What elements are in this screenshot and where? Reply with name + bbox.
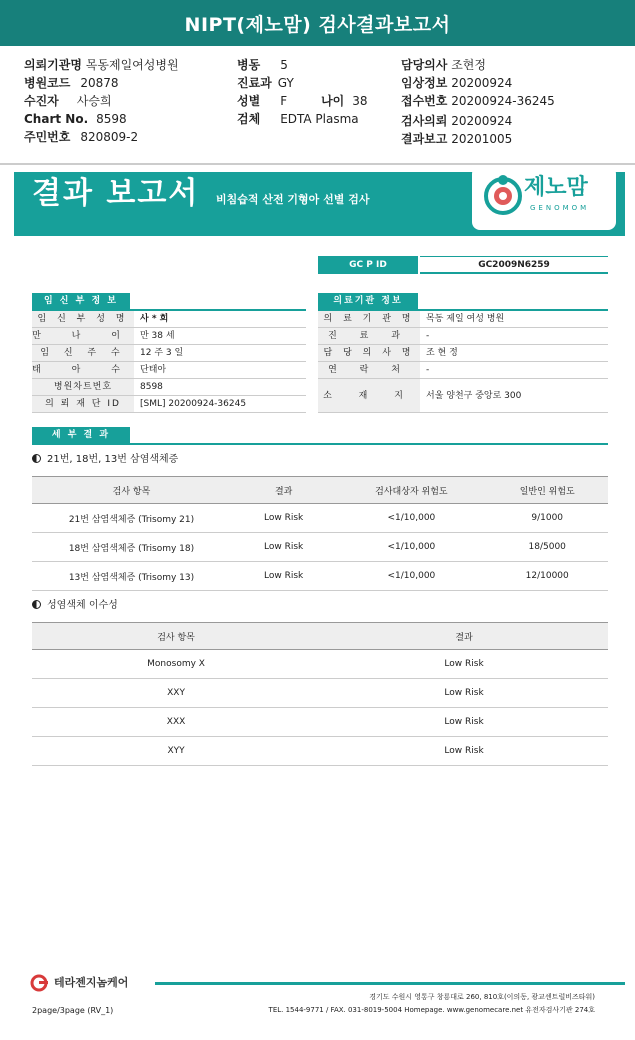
field-label: 의 료 기 관 명	[318, 311, 420, 328]
label: 결과보고	[401, 132, 448, 146]
table-row	[32, 504, 608, 533]
footer-line	[155, 982, 625, 985]
label: 검사의뢰	[401, 114, 448, 128]
address-text: 경기도 수원시 영통구 창룡대로 260, 810호(이의동, 광교센트럴비즈타워)	[369, 993, 595, 1001]
cell: <1/10,000	[336, 504, 486, 533]
value: 20200924	[451, 114, 513, 128]
cell: 9/1000	[486, 504, 608, 533]
table-row	[32, 533, 608, 562]
patient-section-title: 임 신 부 정 보	[32, 293, 130, 309]
field-label: 태 아 수	[32, 362, 134, 379]
age-value: 38	[352, 94, 368, 108]
column-header: 일반인 위험도	[486, 477, 608, 504]
value: 820809-2	[80, 130, 139, 144]
banner-subtitle: 비침습적 산전 기형아 선별 검사	[216, 193, 370, 206]
label: 주민번호	[24, 130, 71, 144]
cell: XXX	[32, 708, 320, 737]
label: 담당의사	[401, 58, 448, 72]
patient-row	[32, 311, 306, 328]
cell: Low Risk	[231, 504, 336, 533]
value: 20878	[80, 76, 119, 90]
sex-chrom-table	[32, 622, 608, 766]
label: 병원코드	[24, 76, 71, 90]
cell: 13번 삼염색체증 (Trisomy 13)	[32, 562, 231, 591]
field-label: 연 락 처	[318, 362, 420, 379]
table-row	[32, 650, 608, 679]
patient-info-table	[32, 311, 306, 413]
hospital-section-title: 의료기관 정보	[318, 293, 418, 309]
value: 목동제일여성병원	[85, 58, 179, 72]
label: 진료과	[237, 76, 272, 90]
cell: <1/10,000	[336, 562, 486, 591]
field-value: 단태아	[134, 362, 306, 379]
page-number: 2page/3page (RV_1)	[32, 1006, 114, 1015]
hospital-row	[318, 345, 608, 362]
cell: Low Risk	[320, 650, 608, 679]
field-label: 의 뢰 재 단 ID	[32, 396, 134, 413]
trisomy-title-text: 21번, 18번, 13번 삼염색체증	[47, 454, 179, 465]
label: 임상정보	[401, 76, 448, 90]
field-value: 사 * 희	[134, 311, 306, 328]
field-label: 병원차트번호	[32, 379, 134, 396]
patient-row	[32, 396, 306, 413]
value: 20201005	[451, 132, 513, 146]
cell: Low Risk	[231, 562, 336, 591]
label: 병동	[237, 58, 261, 72]
header-col2	[237, 56, 368, 128]
column-header: 결과	[231, 477, 336, 504]
value: 사승희	[76, 94, 112, 108]
field-label: 진 료 과	[318, 328, 420, 345]
cell: Low Risk	[320, 679, 608, 708]
value: GY	[277, 76, 294, 90]
value: F	[280, 94, 288, 108]
company-logo-icon	[30, 974, 50, 992]
table-header-row	[32, 623, 608, 650]
field-value: 조 현 정	[420, 345, 608, 362]
label: 접수번호	[401, 94, 448, 108]
value: EDTA Plasma	[280, 112, 359, 126]
field-value: 12 주 3 일	[134, 345, 306, 362]
value: 20200924-36245	[451, 94, 555, 108]
banner-title: 결과 보고서	[32, 176, 200, 211]
sex-chrom-title-text: 성염색체 이수성	[47, 600, 118, 611]
field-label: 임 신 주 수	[32, 345, 134, 362]
value: 20200924	[451, 76, 513, 90]
column-header: 결과	[320, 623, 608, 650]
label: 의뢰기관명	[24, 58, 82, 72]
table-header-row	[32, 477, 608, 504]
genomom-logo-icon	[484, 174, 522, 216]
table-row	[32, 737, 608, 766]
field-value: 8598	[134, 379, 306, 396]
value: 조현정	[451, 58, 486, 72]
label: 수진자	[24, 94, 59, 108]
cell: Monosomy X	[32, 650, 320, 679]
divider	[0, 163, 635, 165]
field-value: 만 38 세	[134, 328, 306, 345]
cell: XYY	[32, 737, 320, 766]
column-header: 검사 항목	[32, 477, 231, 504]
field-label: 소 재 지	[318, 379, 420, 413]
cell: 12/10000	[486, 562, 608, 591]
company-address	[269, 991, 595, 1017]
trisomy-table	[32, 476, 608, 591]
column-header: 검사 항목	[32, 623, 320, 650]
field-value: -	[420, 328, 608, 345]
patient-row	[32, 379, 306, 396]
gcp-id-value: GC2009N6259	[420, 256, 608, 274]
field-value: 목동 제일 여성 병원	[420, 311, 608, 328]
contact-text: TEL. 1544-9771 / FAX. 031-8019-5004 Homepage. www.genomecare.net 유전자검사기관 274호	[268, 1006, 595, 1014]
value: 5	[280, 58, 288, 72]
report-title: NIPT(제노맘) 검사결과보고서	[0, 0, 635, 46]
cell: <1/10,000	[336, 533, 486, 562]
age-label: 나이	[321, 94, 345, 108]
header-col3	[401, 56, 555, 148]
field-value: [SML] 20200924-36245	[134, 396, 306, 413]
label: 검체	[237, 112, 261, 126]
patient-row	[32, 362, 306, 379]
trisomy-title	[32, 453, 178, 467]
label: Chart No.	[24, 112, 89, 126]
patient-row	[32, 328, 306, 345]
cell: 21번 삼염색체증 (Trisomy 21)	[32, 504, 231, 533]
patient-row	[32, 345, 306, 362]
label: 성별	[237, 94, 261, 108]
hospital-row	[318, 311, 608, 328]
field-label: 담 당 의 사 명	[318, 345, 420, 362]
cell: XXY	[32, 679, 320, 708]
field-value: 서울 양천구 중앙로 300	[420, 379, 608, 413]
field-label: 임 신 부 성 명	[32, 311, 134, 328]
brand-name: 제노맘	[524, 175, 588, 200]
column-header: 검사대상자 위험도	[336, 477, 486, 504]
header-col1	[24, 56, 179, 146]
cell: Low Risk	[320, 708, 608, 737]
table-row	[32, 708, 608, 737]
detail-section-title: 세 부 결 과	[32, 427, 130, 443]
hospital-row	[318, 328, 608, 345]
hospital-info-table	[318, 311, 608, 413]
cell: 18번 삼염색체증 (Trisomy 18)	[32, 533, 231, 562]
hospital-row	[318, 379, 608, 413]
company-name: 테라젠지놈케어	[54, 976, 129, 989]
cell: Low Risk	[231, 533, 336, 562]
half-circle-icon	[32, 454, 41, 463]
value: 8598	[96, 112, 127, 126]
gcp-id-label: GC P ID	[318, 256, 418, 274]
field-value: -	[420, 362, 608, 379]
half-circle-icon	[32, 600, 41, 609]
sex-chrom-title	[32, 599, 118, 613]
detail-section-line	[32, 443, 608, 445]
cell: Low Risk	[320, 737, 608, 766]
table-row	[32, 562, 608, 591]
table-row	[32, 679, 608, 708]
brand-subname: GENOMOM	[530, 204, 590, 212]
field-label: 만 나 이	[32, 328, 134, 345]
hospital-row	[318, 362, 608, 379]
cell: 18/5000	[486, 533, 608, 562]
